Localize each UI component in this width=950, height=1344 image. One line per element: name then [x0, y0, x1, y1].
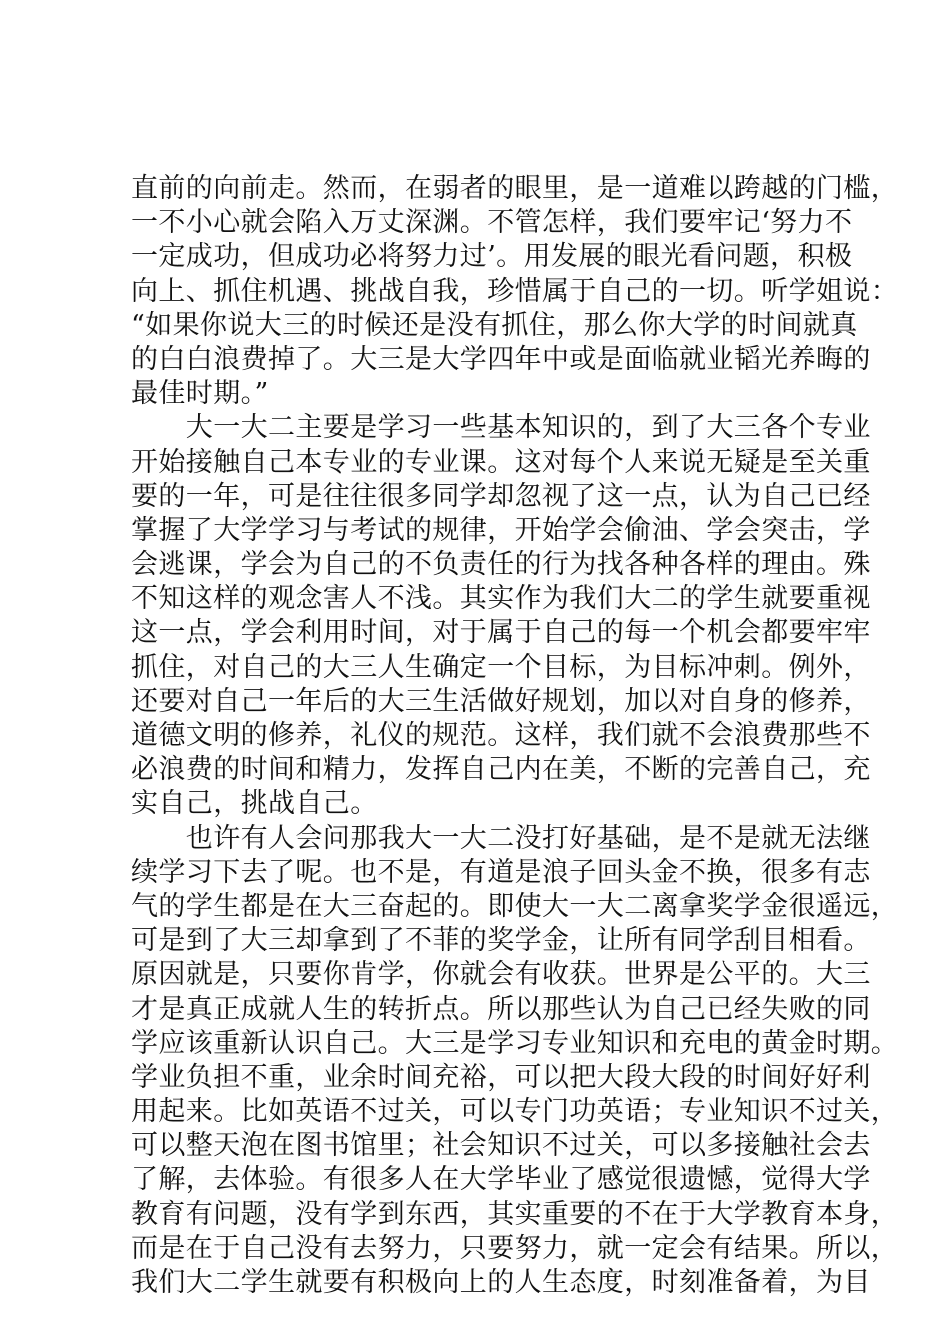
text-line: 不知这样的观念害人不浅。其实作为我们大二的学生就要重视 — [131, 583, 871, 615]
text-line: 直前的向前走。然而，在弱者的眼里，是一道难以跨越的门槛， — [131, 173, 899, 204]
text-line: 还要对自己一年后的大三生活做好规划，加以对自身的修养， — [131, 685, 871, 717]
text-line: 这一点，学会利用时间，对于属于自己的每一个机会都要牢牢 — [131, 617, 871, 649]
text-line: 开始接触自己本专业的专业课。这对每个人来说无疑是至关重 — [131, 446, 871, 478]
text-line: 学业负担不重，业余时间充裕，可以把大段大段的时间好好利 — [131, 1061, 871, 1093]
text-line: 了解，去体验。有很多人在大学毕业了感觉很遗憾，觉得大学 — [131, 1164, 871, 1196]
text-line: 教育有问题，没有学到东西，其实重要的不在于大学教育本身， — [131, 1198, 899, 1230]
text-line: 原因就是，只要你肯学，你就会有收获。世界是公平的。大三 — [131, 959, 871, 991]
text-line: 的白白浪费掉了。大三是大学四年中或是面临就业韬光养晦的 — [131, 343, 871, 375]
text-line: 一定成功，但成功必将努力过’。用发展的眼光看问题，积极 — [131, 241, 853, 273]
text-line: 用起来。比如英语不过关，可以专门功英语；专业知识不过关， — [131, 1096, 899, 1128]
text-line: 向上、抓住机遇、挑战自我，珍惜属于自己的一切。听学姐说： — [131, 275, 899, 307]
text-line: 会逃课，学会为自己的不负责任的行为找各种各样的理由。殊 — [131, 549, 871, 581]
text-line: 必浪费的时间和精力，发挥自己内在美，不断的完善自己，充 — [131, 754, 871, 786]
text-line: 可以整天泡在图书馆里；社会知识不过关，可以多接触社会去 — [131, 1130, 871, 1162]
text-line: 才是真正成就人生的转折点。所以那些认为自己已经失败的同 — [131, 993, 871, 1025]
text-line: 气的学生都是在大三奋起的。即使大一大二离拿奖学金很遥远， — [131, 890, 899, 922]
text-line: 而是在于自己没有去努力，只要努力，就一定会有结果。所以， — [131, 1232, 899, 1264]
text-line: 要的一年，可是往往很多同学却忽视了这一点，认为自己已经 — [131, 480, 871, 512]
text-line: 道德文明的修养，礼仪的规范。这样，我们就不会浪费那些不 — [131, 720, 871, 751]
text-line: 实自己，挑战自己。 — [131, 788, 378, 820]
text-line: 抓住，对自己的大三人生确定一个目标，为目标冲刺。例外， — [131, 651, 871, 683]
body-text — [131, 172, 899, 1300]
text-line: 最佳时期。” — [131, 378, 269, 410]
text-line: 我们大二学生就要有积极向上的人生态度，时刻准备着，为目 — [131, 1267, 871, 1298]
text-line: 续学习下去了呢。也不是，有道是浪子回头金不换，很多有志 — [131, 856, 871, 888]
paragraph-start-line: 大一大二主要是学习一些基本知识的，到了大三各个专业 — [131, 412, 871, 444]
text-line: 可是到了大三却拿到了不菲的奖学金，让所有同学刮目相看。 — [131, 925, 871, 957]
text-line: 一不小心就会陷入万丈深渊。不管怎样，我们要牢记‘努力不 — [131, 207, 853, 239]
text-line: 学应该重新认识自己。大三是学习专业知识和充电的黄金时期。 — [131, 1027, 899, 1059]
text-line: 掌握了大学学习与考试的规律，开始学会偷油、学会突击，学 — [131, 514, 871, 546]
text-line: “如果你说大三的时候还是没有抓住，那么你大学的时间就真 — [131, 309, 858, 341]
paragraph-start-line: 也许有人会问那我大一大二没打好基础，是不是就无法继 — [131, 822, 871, 854]
